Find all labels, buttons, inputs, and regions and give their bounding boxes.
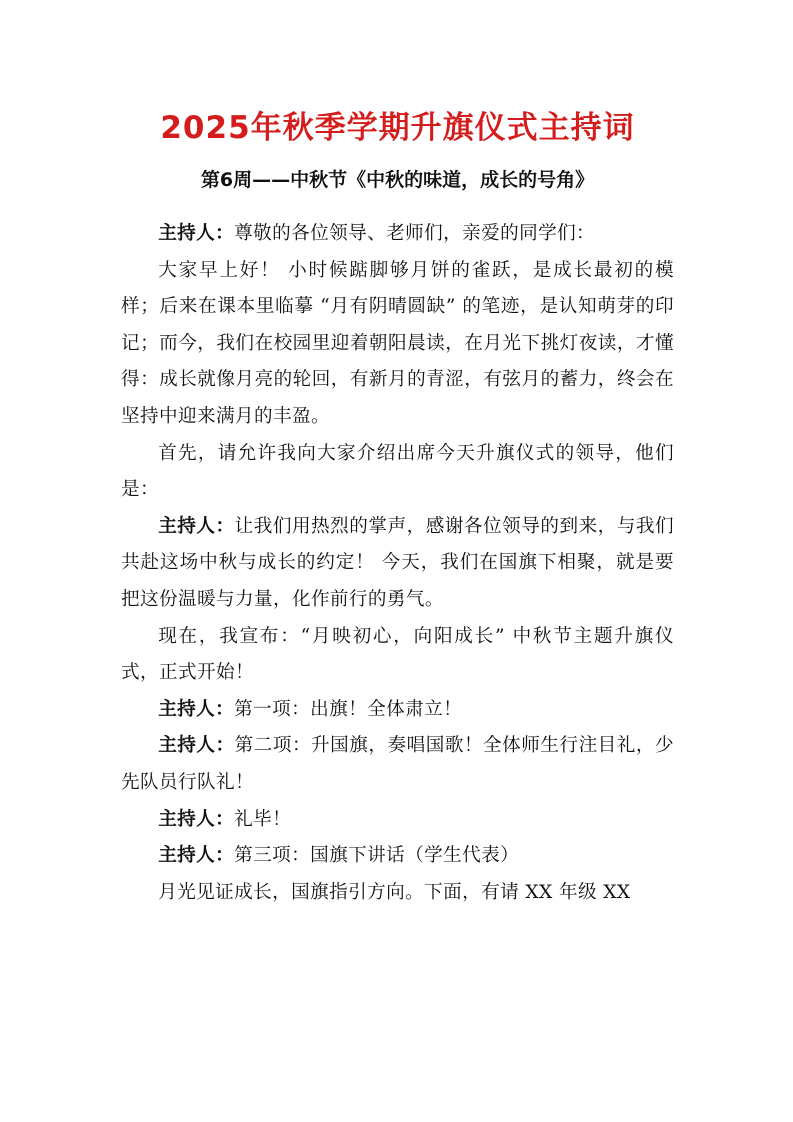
speaker-label: 主持人： — [158, 845, 235, 867]
speaker-label: 主持人： — [158, 808, 235, 830]
document-title: 2025年秋季学期升旗仪式主持词 — [160, 110, 635, 146]
document-body — [121, 216, 674, 911]
paragraph — [121, 692, 674, 729]
paragraph — [121, 802, 674, 839]
paragraph — [121, 216, 674, 253]
paragraph-text: 礼毕！ — [234, 808, 292, 830]
paragraph-text: 现在，我宣布：“月映初心，向阳成长” 中秋节主题升旗仪式，正式开始！ — [121, 625, 674, 684]
paragraph — [121, 436, 674, 509]
speaker-label: 主持人： — [158, 698, 235, 720]
paragraph — [121, 838, 674, 875]
speaker-label: 主持人： — [158, 735, 235, 757]
paragraph-text: 第二项：升国旗，奏唱国歌！全体师生行注目礼，少先队员行队礼！ — [121, 735, 674, 793]
speaker-label: 主持人： — [158, 515, 235, 537]
paragraph — [121, 253, 674, 436]
paragraph — [121, 509, 674, 619]
speaker-label: 主持人： — [158, 223, 235, 244]
paragraph — [121, 728, 674, 801]
paragraph-text: 让我们用热烈的掌声，感谢各位领导的到来，与我们共赴这场中秋与成长的约定！ 今天，我们在国旗下相聚，就是要把这份温暖与力量，化作前行的勇气。 — [121, 515, 674, 610]
paragraph-text: 尊敬的各位领导、老师们，亲爱的同学们： — [234, 223, 596, 244]
paragraph-text: 第一项：出旗！全体肃立！ — [234, 698, 463, 720]
paragraph-text: 第三项：国旗下讲话（学生代表） — [234, 845, 520, 867]
paragraph-text: 大家早上好！ 小时候踮脚够月饼的雀跃，是成长最初的模样；后来在课本里临摹 “月有阴晴圆缺” 的笔迹，是认知萌芽的印记；而今，我们在校园里迎着朝阳晨读，在月光下挑灯夜读，才懂得：成长就像月亮的轮回，有新月的青涩，有弦月的蓄力，终会在坚持中迎来满月的丰盈。 — [121, 259, 674, 427]
paragraph — [121, 619, 674, 692]
paragraph-text: 月光见证成长，国旗指引方向。下面，有请 XX 年级 XX — [158, 881, 631, 903]
paragraph — [121, 875, 674, 912]
paragraph-text: 首先，请允许我向大家介绍出席今天升旗仪式的领导，他们是： — [121, 442, 674, 501]
document-subtitle: 第6周——中秋节《中秋的味道，成长的号角》 — [200, 169, 595, 191]
